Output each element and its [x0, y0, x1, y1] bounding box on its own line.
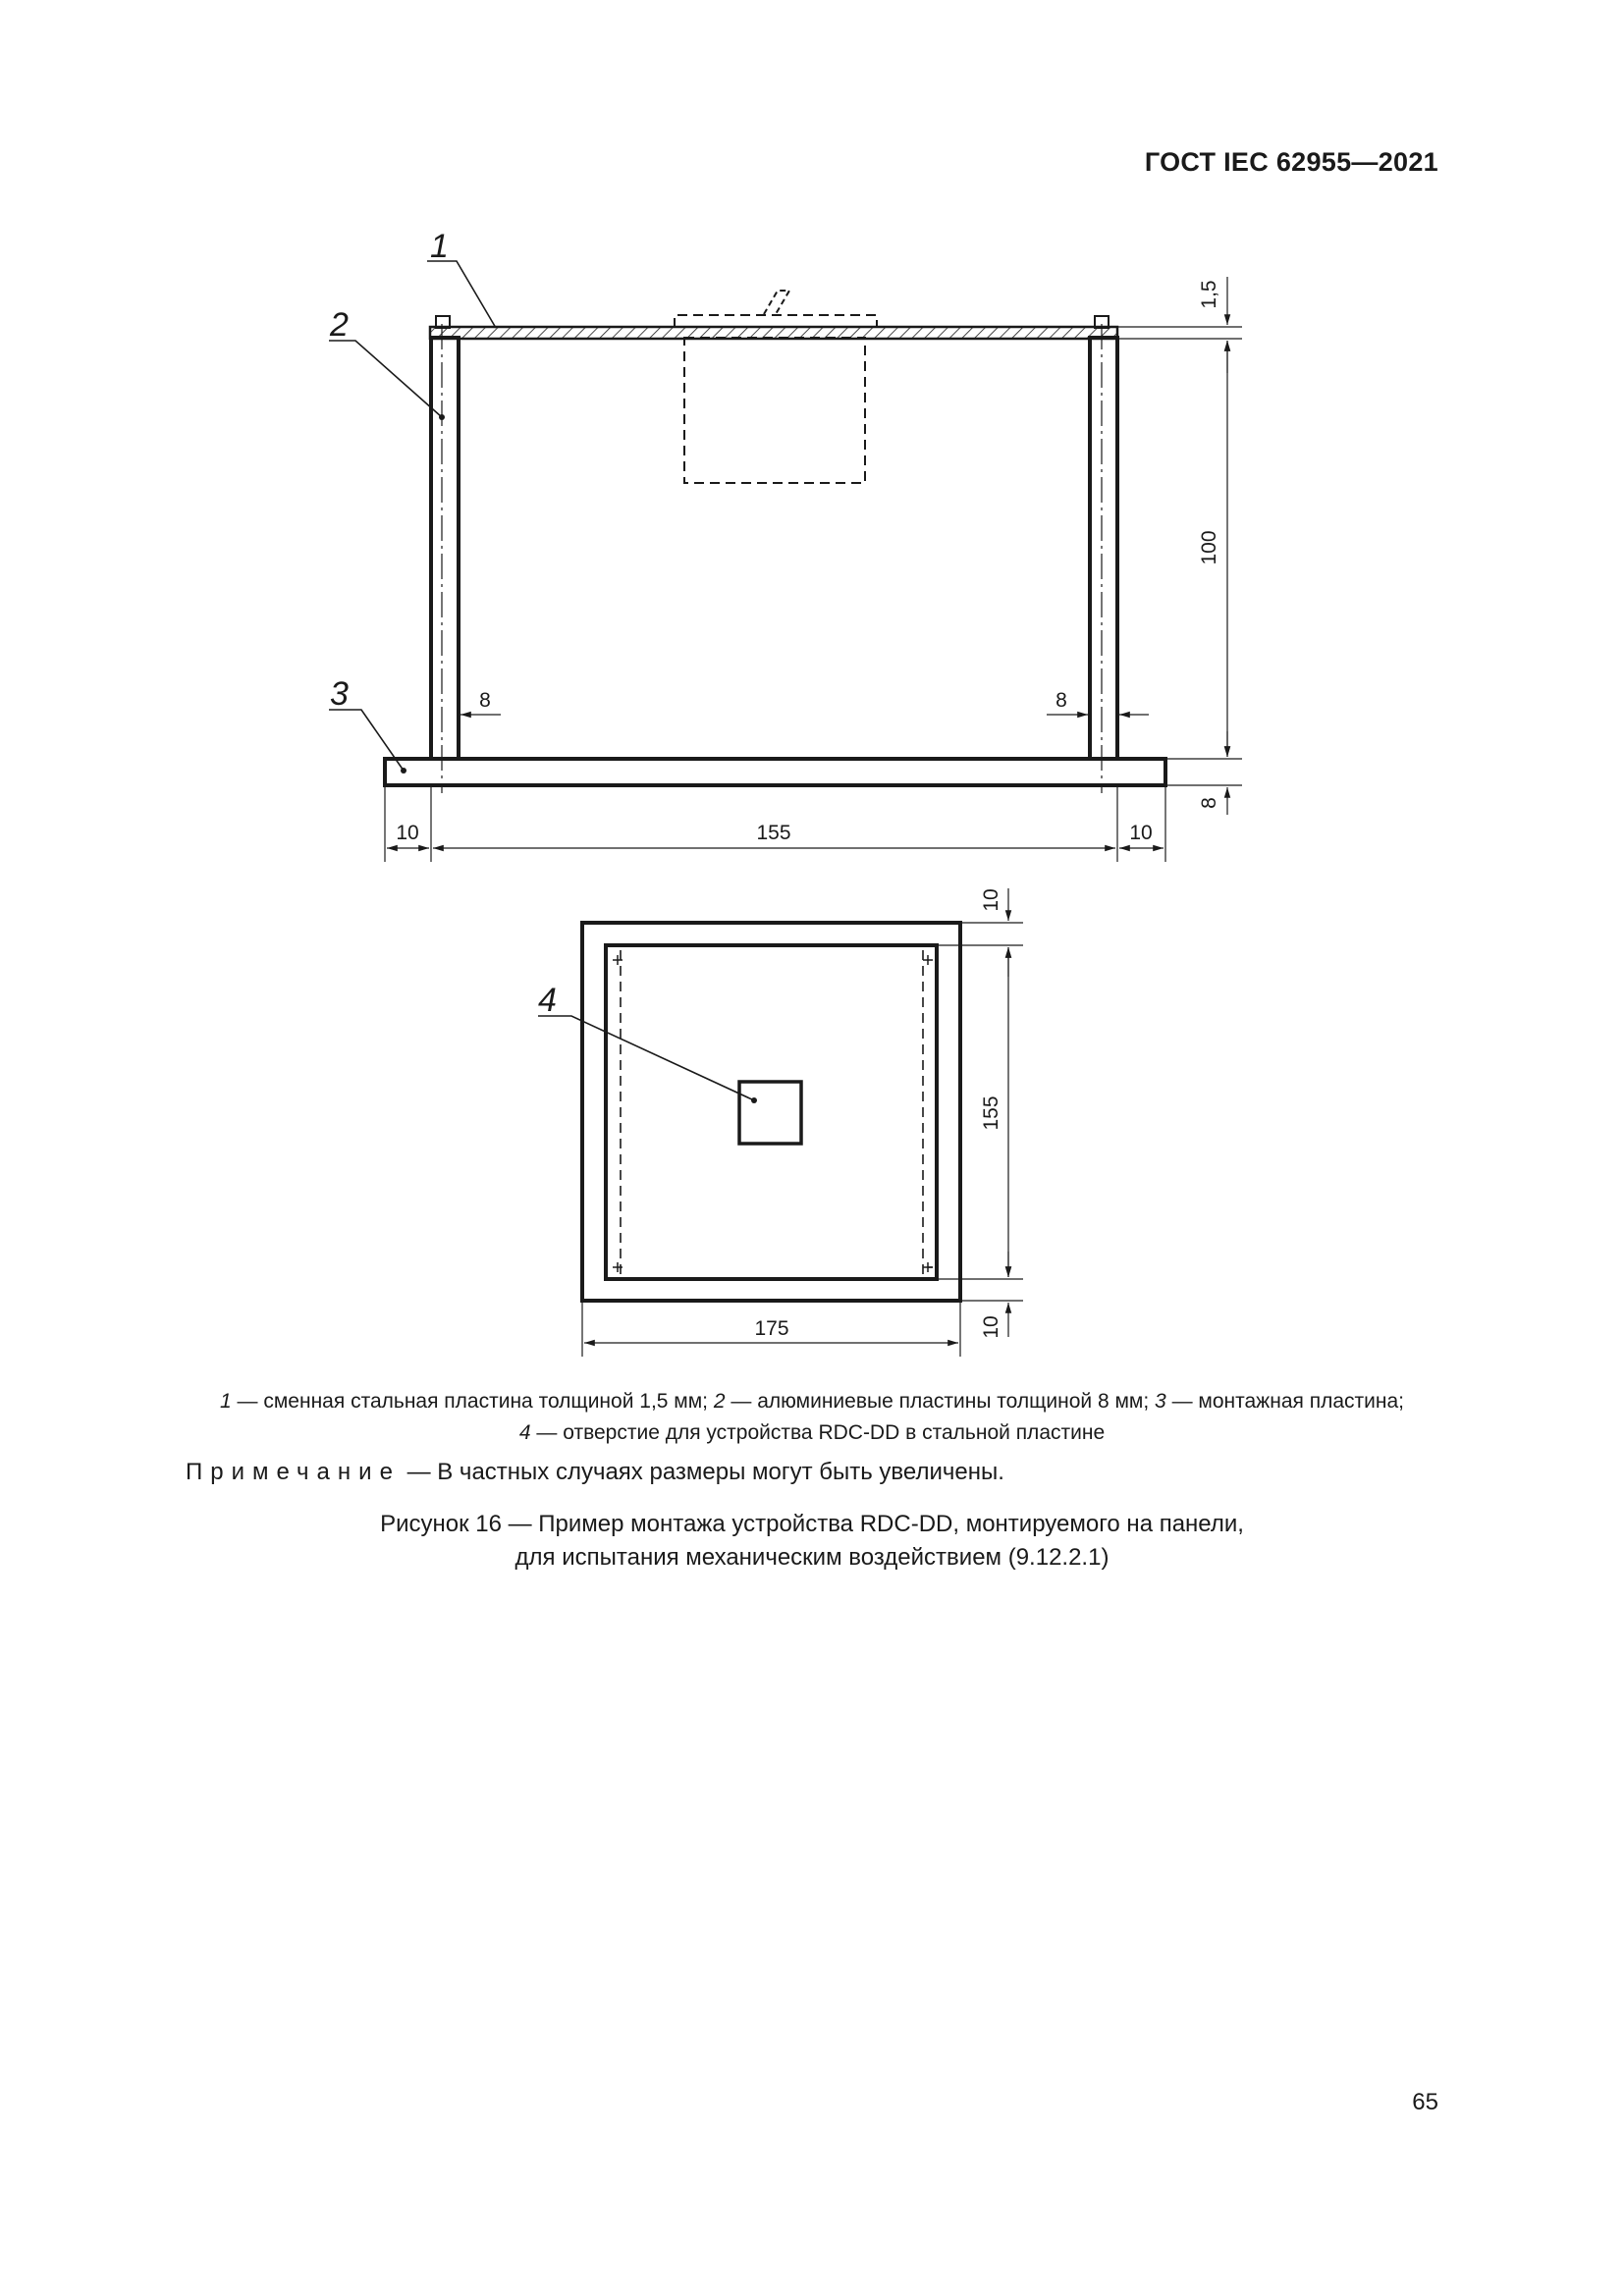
legend-line-2	[0, 1417, 1624, 1449]
callout-1: 1	[430, 228, 449, 265]
page-number: 65	[1412, 2089, 1438, 2115]
aluminium-plate-right	[1090, 338, 1117, 759]
figure-title	[0, 1508, 1624, 1575]
legend-number: 3	[1155, 1390, 1166, 1413]
note-label: Примечание	[186, 1459, 401, 1485]
dim-top-thickness: 1,5	[1198, 280, 1220, 309]
plan-steel-plate	[606, 945, 937, 1279]
dim-height: 100	[1198, 530, 1220, 565]
note	[186, 1459, 1004, 1486]
steel-plate-top	[430, 327, 1117, 339]
legend-line-1	[0, 1386, 1624, 1417]
document-header: ГОСТ IEC 62955—2021	[1144, 147, 1438, 177]
vertical-dimension-lines	[1117, 277, 1242, 815]
callout-3-leader	[329, 710, 404, 771]
device-outline	[684, 338, 865, 483]
dim-right-margin: 10	[1129, 822, 1153, 844]
dim-left-margin: 10	[396, 822, 419, 844]
dim-span: 155	[756, 822, 791, 844]
mounting-plate	[385, 759, 1165, 785]
side-view	[329, 261, 1242, 862]
legend-number: 2	[713, 1390, 726, 1413]
legend-text: — отверстие для устройства RDC-DD в стальной пластине	[530, 1421, 1106, 1444]
note-text: — В частных случаях размеры могут быть увеличены.	[400, 1459, 1004, 1485]
dim-plate-left: 8	[479, 689, 491, 712]
dim-plan-inner: 155	[980, 1095, 1002, 1131]
callout-4: 4	[538, 982, 557, 1019]
callout-3-dot	[401, 768, 406, 774]
plan-view	[538, 888, 1023, 1357]
callout-2: 2	[330, 306, 349, 344]
dim-plan-bottom: 10	[980, 1315, 1002, 1339]
dim-base-thickness: 8	[1198, 797, 1220, 809]
legend-text: — алюминиевые пластины толщиной 8 мм;	[725, 1390, 1156, 1413]
figure-legend	[0, 1386, 1624, 1449]
device-hole	[739, 1082, 801, 1144]
legend-text: — монтажная пластина;	[1165, 1390, 1404, 1413]
aluminium-plate-left	[431, 338, 459, 759]
legend-number: 1	[220, 1390, 232, 1413]
callout-3: 3	[330, 675, 349, 713]
device-toggle	[764, 291, 789, 314]
dim-plate-right: 8	[1056, 689, 1067, 712]
plan-screw-marks	[613, 955, 933, 1272]
plan-mounting-plate	[582, 923, 960, 1301]
callout-4-leader	[538, 1016, 754, 1100]
legend-text: — сменная стальная пластина толщиной 1,5 мм;	[231, 1390, 714, 1413]
dim-plan-top: 10	[980, 888, 1002, 912]
figure-title-line-2: для испытания механическим воздействием (9.12.2.1)	[514, 1544, 1110, 1571]
dim-plan-width: 175	[754, 1317, 789, 1340]
figure-title-line-1: Рисунок 16 — Пример монтажа устройства RDC-DD, монтируемого на панели,	[380, 1511, 1244, 1537]
callout-4-dot	[751, 1097, 757, 1103]
callout-2-leader	[329, 341, 442, 417]
legend-number: 4	[518, 1421, 531, 1444]
callout-1-leader	[427, 261, 496, 328]
callout-2-dot	[439, 414, 445, 420]
